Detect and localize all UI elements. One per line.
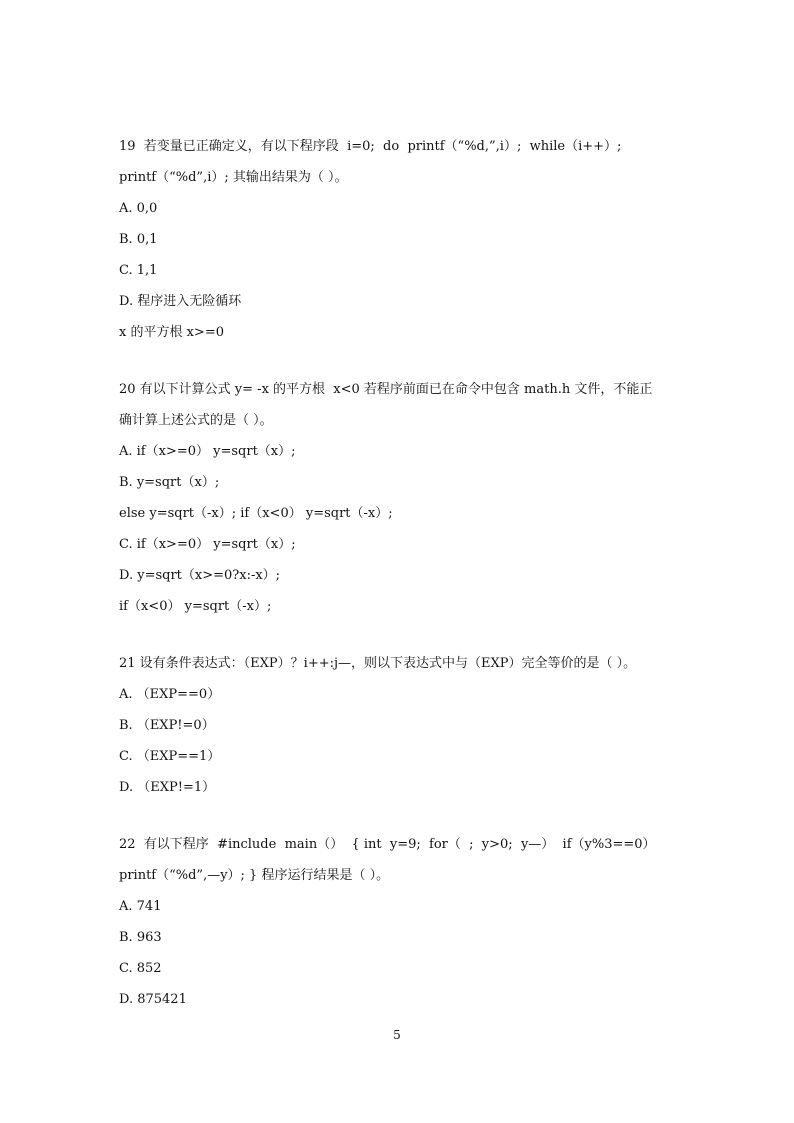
page-number: 5 <box>393 1028 401 1042</box>
option-c: C. （EXP==1） <box>119 749 221 764</box>
question-text: printf（“%d”,—y）; } 程序运行结果是（ ）。 <box>119 868 390 883</box>
text-line: x 的平方根 x>=0 <box>119 325 224 340</box>
option-a: A. if（x>=0） y=sqrt（x）; <box>119 444 296 459</box>
option-d: D. 875421 <box>119 992 187 1007</box>
questions-body <box>119 131 689 1015</box>
option-c: C. 852 <box>119 961 162 976</box>
option-a: A. 741 <box>119 899 162 914</box>
option-c: C. 1,1 <box>119 263 158 278</box>
question-text: 确计算上述公式的是（ ）。 <box>119 413 273 428</box>
option-b: B. y=sqrt（x）; <box>119 475 220 490</box>
question-20 <box>119 374 689 622</box>
question-19 <box>119 131 689 348</box>
option-b: B. （EXP!=0） <box>119 718 215 733</box>
option-a: A. 0,0 <box>119 201 158 216</box>
question-text: 22 有以下程序 #include main（） { int y=9; for（ ; y>0; y—） if（y%3==0） <box>119 837 656 852</box>
option-a: A. （EXP==0） <box>119 687 221 702</box>
option-d: D. （EXP!=1） <box>119 780 216 795</box>
option-d: D. 程序进入无险循环 <box>119 294 242 309</box>
option-c: C. if（x>=0） y=sqrt（x）; <box>119 537 296 552</box>
question-text: printf（“%d”,i）; 其输出结果为（ ）。 <box>119 170 348 185</box>
question-21 <box>119 648 689 803</box>
question-text: 20 有以下计算公式 y= -x 的平方根 x<0 若程序前面已在命令中包含 math.h 文件，不能正 <box>119 382 653 397</box>
option-d: D. y=sqrt（x>=0?x:-x）; <box>119 568 281 583</box>
question-22 <box>119 829 689 1015</box>
option-b: B. 0,1 <box>119 232 158 247</box>
option-b: B. 963 <box>119 930 162 945</box>
text-line: else y=sqrt（-x）; if（x<0） y=sqrt（-x）; <box>119 506 393 521</box>
question-text: 21 设有条件表达式：（EXP）？i++:j—，则以下表达式中与（EXP）完全等价的是（ ）。 <box>119 656 637 671</box>
text-line: if（x<0） y=sqrt（-x）; <box>119 599 272 614</box>
question-text: 19 若变量已正确定义，有以下程序段 i=0; do printf（“%d,”,i）; while（i++）; <box>119 139 622 154</box>
